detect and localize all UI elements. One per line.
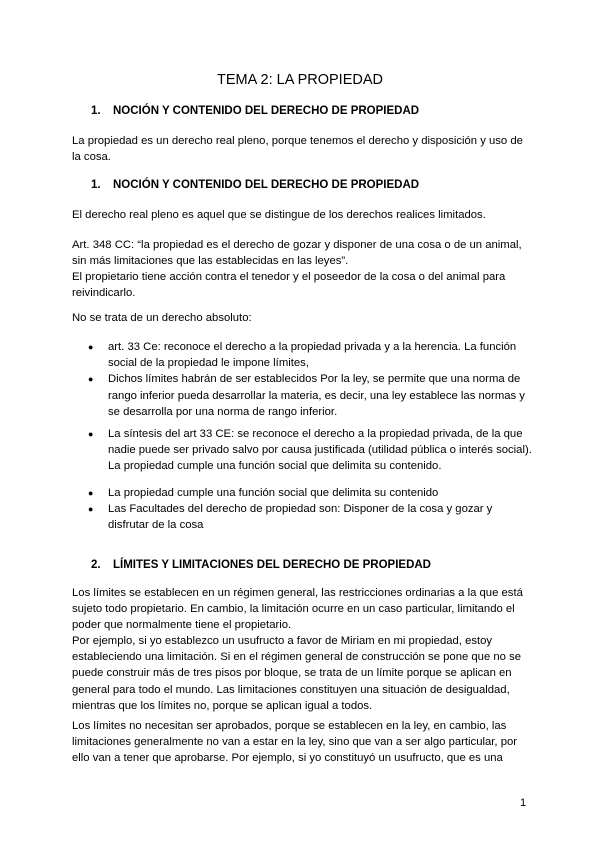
bullet-icon: ● (88, 342, 94, 352)
list-item-text: La síntesis del art 33 CE: se reconoce el derecho a la propiedad privada, de la que nadie puede ser privado salvo por causa justificada (utilidad pública o interés social). La propiedad cumple una función social que delimita su contenido. (108, 428, 532, 473)
paragraph: El propietario tiene acción contra el tenedor y el poseedor de la cosa o del animal para reivindicarlo. (72, 271, 506, 300)
section-heading-text: LÍMITES Y LIMITACIONES DEL DERECHO DE PROPIEDAD (113, 559, 431, 571)
section-number: 1. (91, 105, 101, 117)
bullet-list (88, 339, 534, 420)
bullet-icon: ● (88, 488, 94, 498)
section-number: 1. (91, 179, 101, 191)
bullet-list (88, 426, 534, 475)
list-item (88, 485, 534, 501)
paragraph: El derecho real pleno es aquel que se distingue de los derechos realices limitados. (72, 209, 486, 221)
list-item (88, 339, 534, 371)
list-item-text: Dichos límites habrán de ser establecidos Por la ley, se permite que una norma de rango inferior pueda desarrollar la materia, es decir, una ley establece las normas y se desarrolla por una norma de rango inferior. (108, 373, 525, 418)
section-number: 2. (91, 559, 101, 571)
list-item-text: art. 33 Ce: reconoce el derecho a la propiedad privada y a la herencia. La función social de la propiedad le impone límites, (108, 341, 517, 370)
list-item (88, 371, 534, 420)
paragraph: Art. 348 CC: “la propiedad es el derecho de gozar y disponer de una cosa o de un animal, sin más limitaciones que las establecidas en las leyes”. (72, 239, 522, 268)
section-heading-text: NOCIÓN Y CONTENIDO DEL DERECHO DE PROPIEDAD (113, 179, 420, 191)
bullet-list (88, 485, 534, 534)
bullet-icon: ● (88, 429, 94, 439)
paragraph: No se trata de un derecho absoluto: (72, 312, 252, 324)
list-item-text: La propiedad cumple una función social que delimita su contenido (108, 487, 439, 499)
list-item (88, 501, 534, 533)
page-number: 1 (520, 797, 527, 809)
paragraph: La propiedad es un derecho real pleno, porque tenemos el derecho y disposición y uso de la cosa. (72, 135, 523, 164)
bullet-icon: ● (88, 374, 94, 385)
paragraph: Los límites se establecen en un régimen general, las restricciones ordinarias a la que está sujeto todo propietario. En cambio, la limitación ocurre en un caso particular, limitando el poder que normalmente tiene el propietario. (72, 587, 523, 632)
section-heading-text: NOCIÓN Y CONTENIDO DEL DERECHO DE PROPIEDAD (113, 105, 420, 117)
document-title: TEMA 2: LA PROPIEDAD (217, 72, 383, 88)
list-item-text: Las Facultades del derecho de propiedad son: Disponer de la cosa y gozar y disfrutar de la cosa (108, 503, 493, 532)
paragraph: Los límites no necesitan ser aprobados, porque se establecen en la ley, en cambio, las limitaciones generalmente no van a estar en la ley, sino que van a ser algo particular, por ello van a tener que aprobarse. Por ejemplo, si yo constituyó un usufructo, que es una (72, 720, 518, 765)
bullet-icon: ● (88, 504, 94, 515)
paragraph: Por ejemplo, si yo establezco un usufructo a favor de Miriam en mi propiedad, estoy estableciendo una limitación. Si en el régimen general de construcción se pone que no se puede construir más de tres pisos por bloque, se trata de un límite porque se aplican en general para todo el mundo. Las limitaciones constituyen una situación de desigualdad, mientras que los límites no, porque se aplican igual a todos. (72, 635, 522, 712)
list-item (88, 426, 534, 475)
